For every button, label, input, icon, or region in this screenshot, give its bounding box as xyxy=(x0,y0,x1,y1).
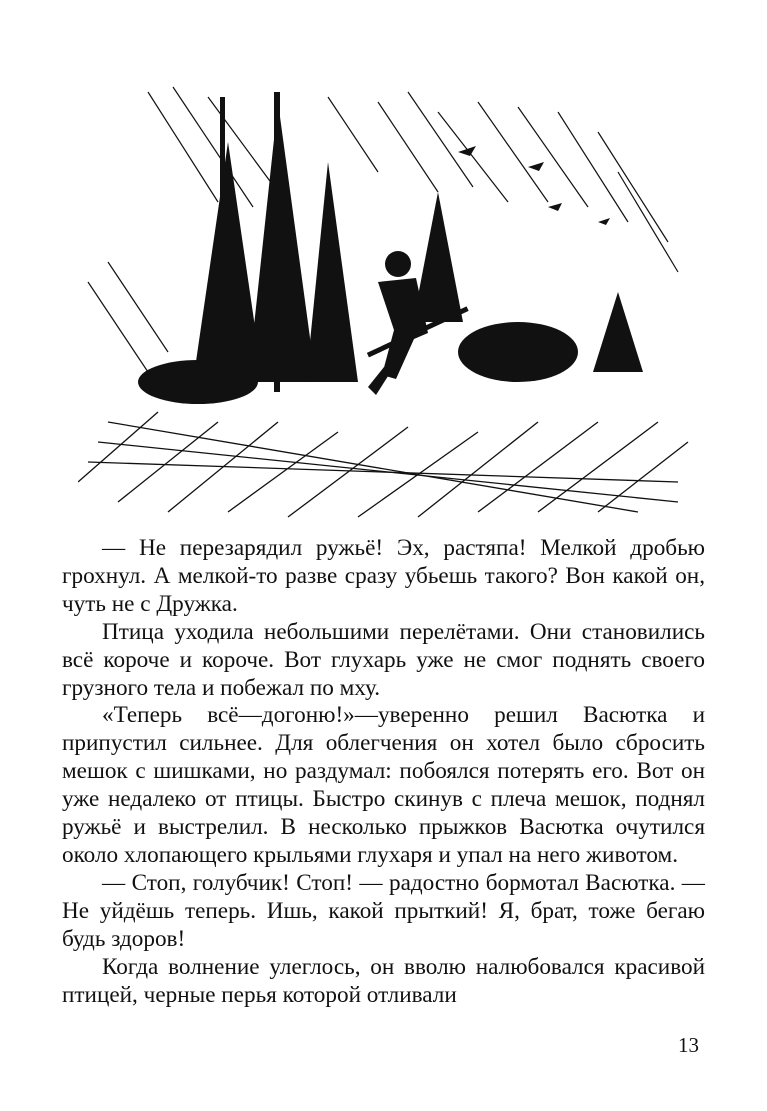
paragraph: «Теперь всё—догоню!»—уверенно решил Васютка и припустил сильнее. Для облегчения он хотел было сбросить мешок с шишками, но раздумал: побоялся потерять его. Вот он уже недалеко от птицы. Быстро скинув с плеча мешок, поднял ружьё и выстрелил. В несколько прыжков Васютка очутился около хлопающего крыльями глухаря и упал на него животом. xyxy=(62,702,705,868)
paragraph: — Не перезарядил ружьё! Эх, растяпа! Мелкой дробью грохнул. А мелкой-то разве сразу убьешь такого? Вон какой он, чуть не с Дружка. xyxy=(62,535,705,617)
paragraph: Когда волнение улеглось, он вволю налюбовался красивой птицей, черные перья которой отливали xyxy=(62,953,705,1008)
page-number: 13 xyxy=(678,1033,699,1057)
illustration-hunter-in-forest xyxy=(78,82,694,522)
paragraph: — Стоп, голубчик! Стоп! — радостно бормотал Васютка. — Не уйдёшь теперь. Ишь, какой прыткий! Я, брат, тоже бегаю будь здоров! xyxy=(62,869,705,952)
paragraph: Птица уходила небольшими перелётами. Они становились всё короче и короче. Вот глухарь уже не смог поднять своего грузного тела и побежал по мху. xyxy=(62,618,705,701)
rain-strokes xyxy=(88,87,678,372)
grass-strokes xyxy=(78,412,688,517)
story-text xyxy=(62,535,705,1009)
